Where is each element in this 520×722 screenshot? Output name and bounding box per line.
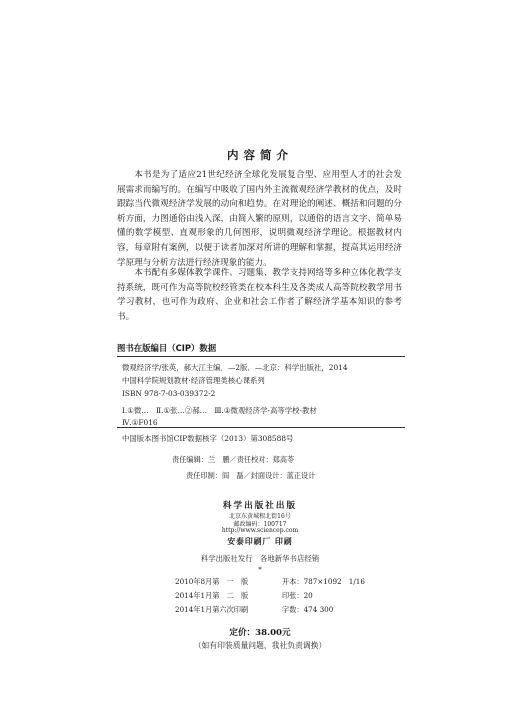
cip-line-isbn: ISBN 978-7-03-039372-2 (122, 389, 216, 398)
credit-production: 责任印制：阎 磊／封面设计：蓝正设计 (186, 471, 316, 480)
format-row-1: 开本：787×1092 1/16 (282, 577, 365, 586)
credit-editors: 责任编辑：兰 鹏／责任校对：郑高苓 (172, 455, 295, 464)
quality-notice: （如有印装质量问题，我社负责调换） (193, 641, 327, 650)
publisher-address: 北京东黄城根北街16号 (229, 513, 291, 520)
cip-line-classification: Ⅳ.①F016 (122, 418, 158, 427)
edition-row-1: 2010年8月第 一 版 (175, 577, 249, 586)
publisher-postcode: 邮政编码：100717 (233, 521, 287, 528)
format-row-2: 印张：20 (282, 591, 313, 600)
cip-line-author: 微观经济学/张英，郝大江主编．—2版．—北京：科学出版社，2014 (122, 363, 348, 372)
separator-star: * (258, 566, 262, 574)
distribution-info: 科学出版社发行 各地新华书店经销 (200, 554, 320, 563)
summary-paragraph-1: 本书是为了适应21世纪经济全球化发展复合型、应用型人才的社会发展需求而编写的。在编写中吸收了国内外主流微观经济学教材的优点，及时跟踪当代微观经济学发展的动向和趋势。在对理论的阐述、概括和问题的分析方面，力图通俗由浅入深，由简入繁的原则，以通俗的语言文字、简单易懂的数学模型、直观形象的几何图形，说明微观经济学理论。根据教材内容，每章附有案例，以便于读者加深对所讲的理解和掌握，提高其运用经济学原理与分析方法进行经济现象的能力。 (117, 170, 402, 268)
summary-heading: 内容简介 (227, 148, 293, 162)
summary-paragraph-2: 本书配有多媒体教学课件、习题集、教学支持网络等多种立体化教学支持系统，既可作为高等院校经管类在校本科生及各类成人高等院校教学用书学习教材，也可作为政府、企业和社会工作者了解经济学基本知识的参考书。 (117, 268, 402, 322)
publisher-name: 科学出版社出版 (222, 501, 298, 511)
cip-line-series: 中国科学院规划教材·经济管理类核心课系列 (122, 376, 265, 385)
edition-row-3: 2014年1月第六次印刷 (175, 605, 249, 614)
cip-bottom-rule (117, 427, 405, 428)
format-row-3: 字数：474 300 (282, 605, 334, 614)
price: 定价：38.00元 (229, 628, 291, 638)
publisher-website: http://www.sciencep.com (221, 527, 299, 534)
cip-line-record-number: 中国版本图书馆CIP数据核字（2013）第308588号 (122, 434, 294, 443)
cip-top-rule (117, 356, 405, 357)
cip-line-subject: Ⅰ.①微… Ⅱ.①张…②郝… Ⅲ.①微观经济学-高等学校-教材 (122, 406, 317, 415)
cip-title: 图书在版编目（CIP）数据 (117, 343, 217, 353)
printer-name: 安泰印刷厂 印刷 (227, 537, 293, 546)
edition-row-2: 2014年1月第 二 版 (175, 591, 249, 600)
